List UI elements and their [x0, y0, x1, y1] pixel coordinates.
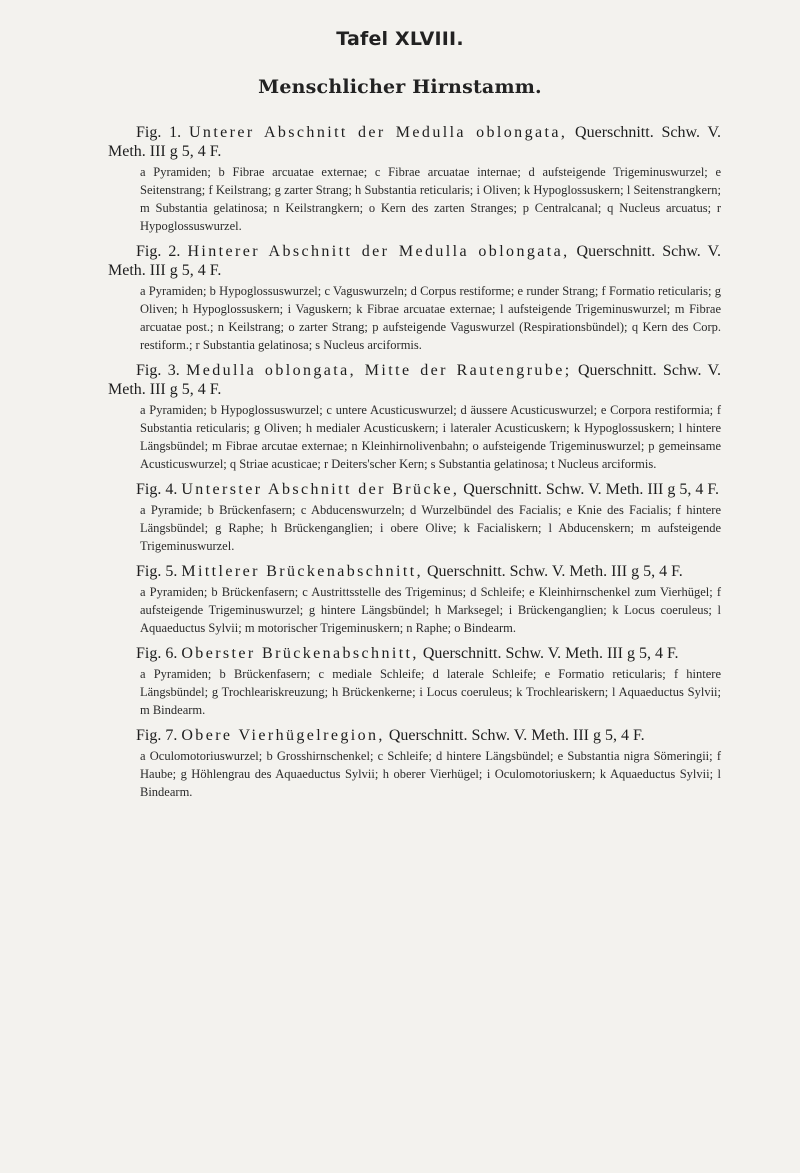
figure-section-title: Medulla oblongata, Mitte der Rautengrube; [186, 362, 572, 379]
figure-section-title: Obere Vierhügelregion, [181, 727, 385, 744]
figure-section-title: Hinterer Abschnitt der Medulla oblongata, [187, 243, 570, 260]
figure-label: Fig. 6. [136, 645, 178, 662]
figure-legend-list [108, 123, 721, 808]
figure-legend [108, 562, 721, 637]
figure-label: Fig. 2. [136, 243, 181, 260]
figure-legend [108, 123, 721, 235]
figure-label: Fig. 7. [136, 727, 178, 744]
plate-number: Tafel XLVIII. [336, 28, 464, 50]
figure-description: a Pyramiden; b Brückenfasern; c Austrittsstelle des Trigeminus; d Schleife; e Kleinhirnschenkel zum Vierhügel; f aufsteigende Trigeminuswurzel; g hintere Längsbündel; h Marksegel; i Brückenganglien; k Locus coeruleus; l Aquaeductus Sylvii; m motorischer Trigeminuskern; n Raphe; o Bindearm. [140, 585, 721, 635]
figure-section-method: Querschnitt. Schw. V. Meth. III g 5, 4 F. [108, 243, 722, 279]
figure-label: Fig. 4. [136, 481, 178, 498]
figure-description: a Pyramide; b Brückenfasern; c Abducenswurzeln; d Wurzelbündel des Facialis; e Knie des Facialis; f hintere Längsbündel; g Raphe; h Brückenganglien; i obere Olive; k Facialiskern; l Abducenskern; m aufsteigende Trigeminuswurzel. [140, 503, 721, 553]
figure-section-title: Unterster Abschnitt der Brücke, [181, 481, 460, 498]
figure-section-method: Querschnitt. Schw. V. Meth. III g 5, 4 F. [108, 362, 722, 398]
figure-heading [108, 480, 721, 499]
figure-heading [108, 726, 721, 745]
figure-section-title: Oberster Brückenabschnitt, [181, 645, 419, 662]
figure-legend [108, 726, 721, 801]
figure-description: a Pyramiden; b Fibrae arcuatae externae; c Fibrae arcuatae internae; d aufsteigende Trigeminuswurzel; e Seitenstrang; f Keilstrang; g zarter Strang; h Substantia reticularis; i Oliven; k Hypoglossuskern; l Seitenstrangkern; m Substantia gelatinosa; n Keilstrangkern; o Kern des zarten Stranges; p Centralcanal; q Nucleus arcuatus; r Hypoglossuswurzel. [140, 165, 721, 233]
figure-section-method: Querschnitt. Schw. V. Meth. III g 5, 4 F. [388, 727, 645, 744]
figure-legend [108, 480, 721, 555]
figure-label: Fig. 1. [136, 124, 182, 141]
figure-label: Fig. 5. [136, 563, 178, 580]
figure-heading [108, 562, 721, 581]
figure-description: a Pyramiden; b Hypoglossuswurzel; c Vaguswurzeln; d Corpus restiforme; e runder Strang; f Formatio reticularis; g Oliven; h Hypoglossuskern; i Vaguskern; k Fibrae arcuatae externae; l aufsteigende Trigeminuswurzel; m Fibrae arcuatae post.; n Keilstrang; o zarter Strang; p aufsteigende Vaguswurzel (Respirationsbündel); q Kern des Corp. restiform.; r Substantia gelatinosa; s Nucleus arciformis. [140, 284, 721, 352]
figure-section-method: Querschnitt. Schw. V. Meth. III g 5, 4 F. [422, 645, 679, 662]
figure-section-method: Querschnitt. Schw. V. Meth. III g 5, 4 F. [426, 563, 683, 580]
figure-section-title: Mittlerer Brückenabschnitt, [181, 563, 423, 580]
figure-section-title: Unterer Abschnitt der Medulla oblongata, [188, 124, 568, 141]
figure-description: a Pyramiden; b Hypoglossuswurzel; c untere Acusticuswurzel; d äussere Acusticuswurzel; e Corpora restiformia; f Substantia reticularis; g Oliven; h medialer Acusticuskern; i lateraler Acusticuskern; k Hypoglossuskern; l hintere Längsbündel; m Fibrae arcutae externae; n Kleinhirnolivenbahn; o aufsteigende Trigeminuswurzel; p gemeinsame Acusticuswurzel; q Striae acusticae; r Deiters'scher Kern; s Substantia gelatinosa; t Nucleus arciformis. [140, 403, 721, 471]
figure-description: a Oculomotoriuswurzel; b Grosshirnschenkel; c Schleife; d hintere Längsbündel; e Substantia nigra Sömeringii; f Haube; g Höhlengrau des Aquaeductus Sylvii; h oberer Vierhügel; i Oculomotoriuskern; k Aquaeductus Sylvii; l Bindearm. [140, 749, 721, 799]
figure-legend [108, 644, 721, 719]
figure-label: Fig. 3. [136, 362, 180, 379]
figure-heading [108, 123, 721, 161]
figure-section-method: Querschnitt. Schw. V. Meth. III g 5, 4 F. [463, 481, 719, 498]
figure-heading [108, 644, 721, 663]
figure-section-method: Querschnitt. Schw. V. Meth. III g 5, 4 F. [108, 124, 722, 160]
figure-legend [108, 361, 721, 473]
figure-heading [108, 242, 721, 280]
figure-heading [108, 361, 721, 399]
figure-description: a Pyramiden; b Brückenfasern; c mediale Schleife; d laterale Schleife; e Formatio reticularis; f hintere Längsbündel; g Trochleariskreuzung; h Brückenkerne; i Locus coeruleus; k Trochleariskern; l Aquaeductus Sylvii; m Bindearm. [140, 667, 721, 717]
plate-main-title: Menschlicher Hirnstamm. [258, 76, 542, 98]
figure-legend [108, 242, 721, 354]
